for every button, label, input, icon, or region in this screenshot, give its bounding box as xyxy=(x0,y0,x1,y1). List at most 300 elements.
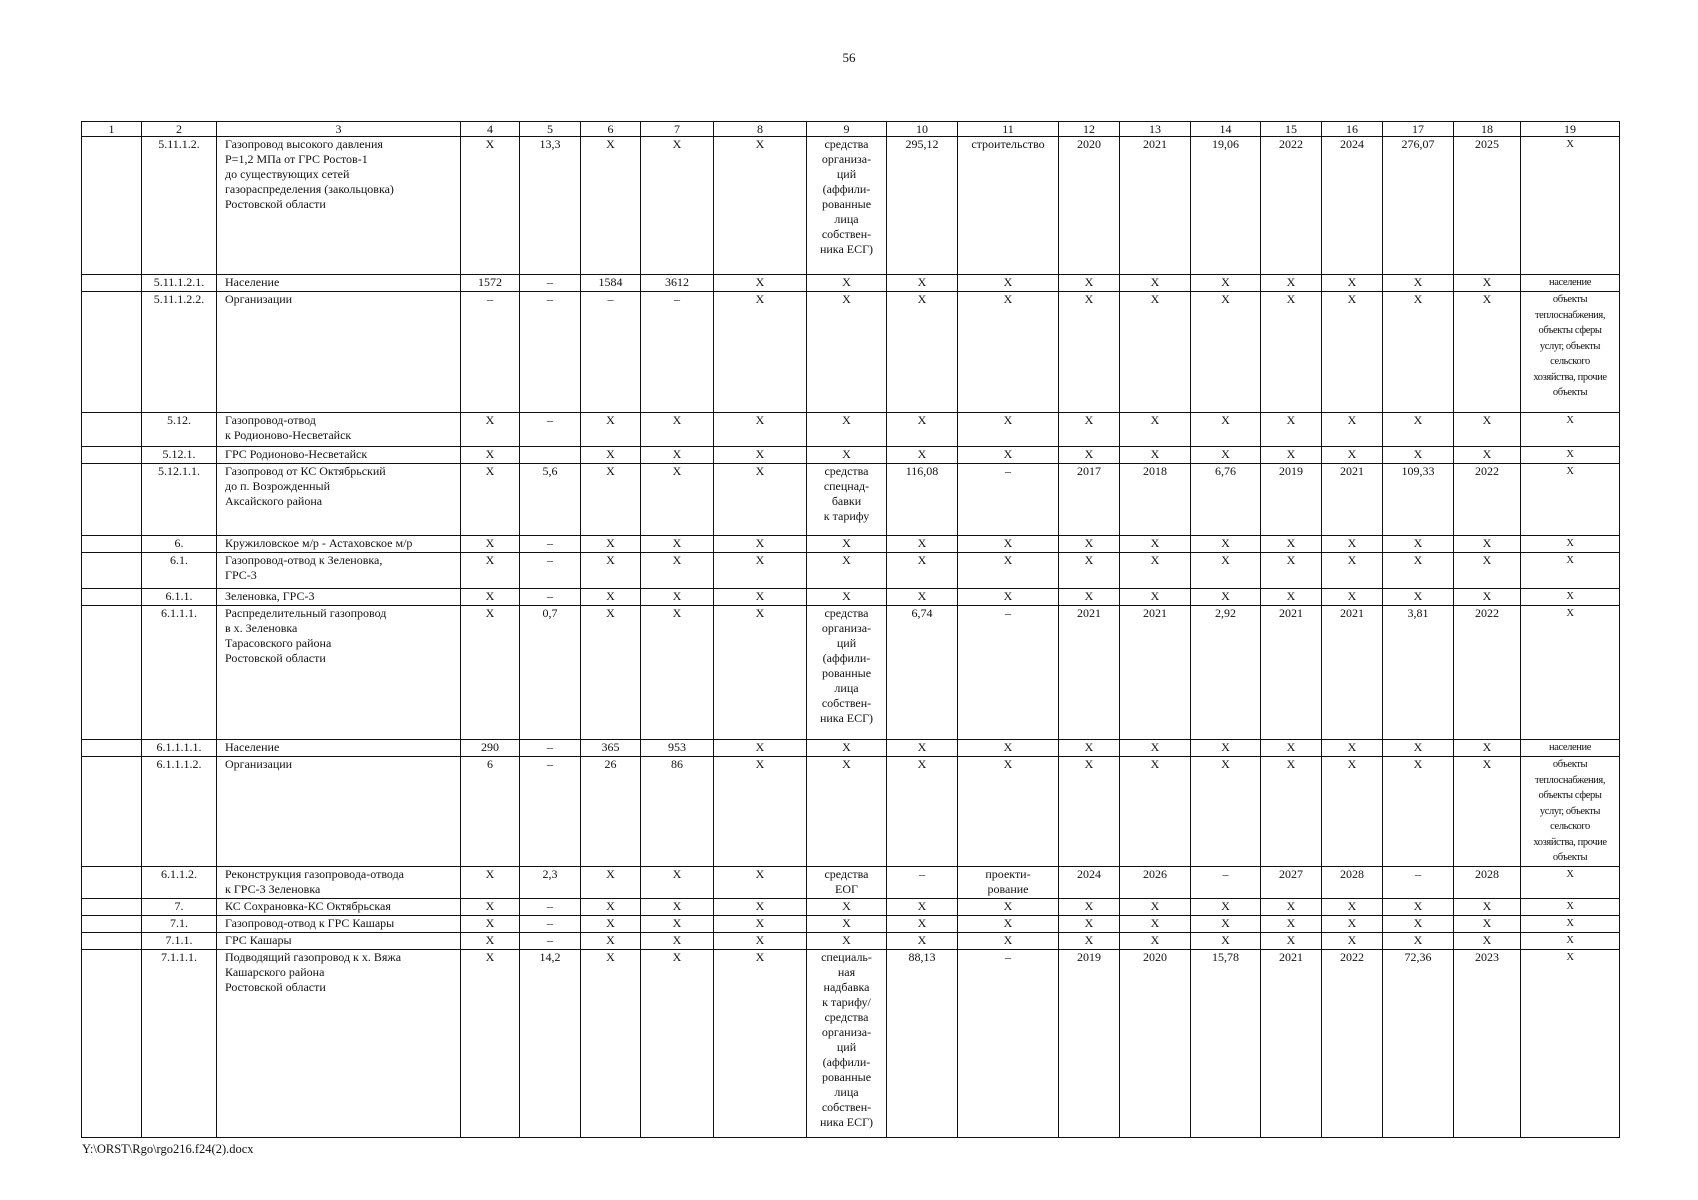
cell-col15: 2027 xyxy=(1261,866,1322,898)
cell-col12: Х xyxy=(1059,275,1120,292)
work-stage: Х xyxy=(958,413,1059,447)
work-stage: Х xyxy=(958,275,1059,292)
cell-col8: Х xyxy=(714,553,807,589)
cell-col1 xyxy=(82,589,142,606)
header-cell: 17 xyxy=(1383,122,1454,137)
cell-col8: Х xyxy=(714,137,807,275)
cell-col4: Х xyxy=(461,932,520,949)
cell-col8: Х xyxy=(714,413,807,447)
cell-col10: 295,12 xyxy=(887,137,958,275)
cell-col4: 6 xyxy=(461,757,520,867)
cell-col8: Х xyxy=(714,464,807,536)
cell-col8: Х xyxy=(714,275,807,292)
table-row xyxy=(82,932,1620,949)
consumer-category: объекты теплоснабжения, объекты сферы услуг, объекты сельского хозяйства, прочие объекты xyxy=(1521,757,1620,867)
table-row xyxy=(82,757,1620,867)
cell-col6: 1584 xyxy=(581,275,641,292)
cell-col5: – xyxy=(520,915,581,932)
cell-col10: Х xyxy=(887,589,958,606)
row-name: Организации xyxy=(217,757,461,867)
cell-col1 xyxy=(82,757,142,867)
cell-col15: Х xyxy=(1261,292,1322,413)
cell-col14: Х xyxy=(1191,740,1261,757)
cell-col10: Х xyxy=(887,932,958,949)
work-stage: проекти- рование xyxy=(958,866,1059,898)
cell-col4: Х xyxy=(461,915,520,932)
consumer-category: Х xyxy=(1521,447,1620,464)
cell-col10: Х xyxy=(887,413,958,447)
cell-col18: Х xyxy=(1454,292,1521,413)
consumer-category: Х xyxy=(1521,464,1620,536)
consumer-category: Х xyxy=(1521,932,1620,949)
cell-col8: Х xyxy=(714,866,807,898)
header-cell: 8 xyxy=(714,122,807,137)
cell-col12: Х xyxy=(1059,413,1120,447)
cell-col1 xyxy=(82,740,142,757)
row-code: 5.12.1.1. xyxy=(142,464,217,536)
cell-col17: Х xyxy=(1383,536,1454,553)
cell-col17: Х xyxy=(1383,915,1454,932)
cell-col8: Х xyxy=(714,932,807,949)
cell-col1 xyxy=(82,464,142,536)
cell-col14: Х xyxy=(1191,413,1261,447)
cell-col17: Х xyxy=(1383,740,1454,757)
cell-col12: Х xyxy=(1059,740,1120,757)
cell-col7: Х xyxy=(641,447,714,464)
financing-source: средства ЕОГ xyxy=(807,866,887,898)
table-row xyxy=(82,915,1620,932)
cell-col17: Х xyxy=(1383,553,1454,589)
cell-col12: Х xyxy=(1059,292,1120,413)
cell-col1 xyxy=(82,898,142,915)
cell-col10: Х xyxy=(887,898,958,915)
cell-col18: Х xyxy=(1454,589,1521,606)
row-code: 6.1.1.1.1. xyxy=(142,740,217,757)
cell-col4: 1572 xyxy=(461,275,520,292)
cell-col7: 86 xyxy=(641,757,714,867)
cell-col14: Х xyxy=(1191,553,1261,589)
cell-col12: 2017 xyxy=(1059,464,1120,536)
cell-col14: Х xyxy=(1191,757,1261,867)
cell-col7: Х xyxy=(641,915,714,932)
financing-source: Х xyxy=(807,275,887,292)
row-code: 6. xyxy=(142,536,217,553)
cell-col13: Х xyxy=(1120,915,1191,932)
cell-col17: Х xyxy=(1383,932,1454,949)
header-row xyxy=(82,122,1620,137)
financing-source: Х xyxy=(807,447,887,464)
cell-col14: Х xyxy=(1191,915,1261,932)
cell-col13: Х xyxy=(1120,292,1191,413)
header-cell: 16 xyxy=(1322,122,1383,137)
cell-col4: 290 xyxy=(461,740,520,757)
cell-col10: Х xyxy=(887,275,958,292)
cell-col15: Х xyxy=(1261,757,1322,867)
work-stage: Х xyxy=(958,740,1059,757)
cell-col13: Х xyxy=(1120,447,1191,464)
cell-col5: 2,3 xyxy=(520,866,581,898)
row-code: 6.1. xyxy=(142,553,217,589)
cell-col12: 2021 xyxy=(1059,606,1120,740)
cell-col5: 14,2 xyxy=(520,949,581,1137)
cell-col5: – xyxy=(520,553,581,589)
row-code: 7. xyxy=(142,898,217,915)
table-row xyxy=(82,536,1620,553)
cell-col10: Х xyxy=(887,292,958,413)
row-code: 6.1.1.1. xyxy=(142,606,217,740)
row-name: Газопровод от КС Октябрьский до п. Возрожденный Аксайского района xyxy=(217,464,461,536)
cell-col14: 2,92 xyxy=(1191,606,1261,740)
cell-col12: Х xyxy=(1059,553,1120,589)
cell-col15: Х xyxy=(1261,740,1322,757)
row-name: КС Сохрановка-КС Октябрьская xyxy=(217,898,461,915)
cell-col18: Х xyxy=(1454,932,1521,949)
financing-source: Х xyxy=(807,292,887,413)
cell-col18: 2022 xyxy=(1454,606,1521,740)
cell-col18: Х xyxy=(1454,898,1521,915)
row-code: 5.12.1. xyxy=(142,447,217,464)
cell-col6: Х xyxy=(581,932,641,949)
cell-col17: Х xyxy=(1383,413,1454,447)
cell-col15: 2021 xyxy=(1261,949,1322,1137)
cell-col16: Х xyxy=(1322,757,1383,867)
cell-col6: – xyxy=(581,292,641,413)
cell-col18: Х xyxy=(1454,413,1521,447)
cell-col10: Х xyxy=(887,757,958,867)
work-stage: Х xyxy=(958,292,1059,413)
row-name: ГРС Родионово-Несветайск xyxy=(217,447,461,464)
cell-col6: 26 xyxy=(581,757,641,867)
table-row xyxy=(82,275,1620,292)
cell-col5: – xyxy=(520,536,581,553)
table-row xyxy=(82,464,1620,536)
cell-col18: Х xyxy=(1454,447,1521,464)
cell-col15: Х xyxy=(1261,536,1322,553)
cell-col16: 2028 xyxy=(1322,866,1383,898)
cell-col17: Х xyxy=(1383,275,1454,292)
cell-col14: 19,06 xyxy=(1191,137,1261,275)
financing-source: Х xyxy=(807,413,887,447)
header-cell: 15 xyxy=(1261,122,1322,137)
cell-col5: 5,6 xyxy=(520,464,581,536)
work-stage: – xyxy=(958,606,1059,740)
cell-col12: 2024 xyxy=(1059,866,1120,898)
table-row xyxy=(82,866,1620,898)
cell-col6: Х xyxy=(581,898,641,915)
data-table xyxy=(81,121,1620,1138)
row-name: Газопровод-отвод к Родионово-Несветайск xyxy=(217,413,461,447)
cell-col12: Х xyxy=(1059,589,1120,606)
cell-col5: – xyxy=(520,275,581,292)
cell-col6: Х xyxy=(581,606,641,740)
cell-col10: 116,08 xyxy=(887,464,958,536)
cell-col18: Х xyxy=(1454,275,1521,292)
row-name: Газопровод-отвод к ГРС Кашары xyxy=(217,915,461,932)
cell-col8: Х xyxy=(714,447,807,464)
cell-col13: 2021 xyxy=(1120,606,1191,740)
consumer-category: Х xyxy=(1521,589,1620,606)
cell-col1 xyxy=(82,553,142,589)
row-name: Подводящий газопровод к х. Вяжа Кашарского района Ростовской области xyxy=(217,949,461,1137)
table-body xyxy=(82,122,1620,1138)
cell-col6: Х xyxy=(581,137,641,275)
work-stage: Х xyxy=(958,932,1059,949)
cell-col13: 2020 xyxy=(1120,949,1191,1137)
cell-col10: Х xyxy=(887,915,958,932)
row-name: Зеленовка, ГРС-3 xyxy=(217,589,461,606)
cell-col7: Х xyxy=(641,589,714,606)
cell-col16: Х xyxy=(1322,898,1383,915)
cell-col8: Х xyxy=(714,606,807,740)
cell-col13: 2021 xyxy=(1120,137,1191,275)
cell-col14: Х xyxy=(1191,898,1261,915)
financing-source: средства организа- ций (аффили- рованные лица собствен- ника ЕСГ) xyxy=(807,137,887,275)
cell-col12: Х xyxy=(1059,932,1120,949)
cell-col18: Х xyxy=(1454,536,1521,553)
cell-col7: Х xyxy=(641,536,714,553)
cell-col14: Х xyxy=(1191,292,1261,413)
cell-col5: – xyxy=(520,757,581,867)
consumer-category: Х xyxy=(1521,915,1620,932)
header-cell: 13 xyxy=(1120,122,1191,137)
table-row xyxy=(82,447,1620,464)
cell-col8: Х xyxy=(714,949,807,1137)
cell-col1 xyxy=(82,949,142,1137)
cell-col16: Х xyxy=(1322,915,1383,932)
cell-col7: Х xyxy=(641,866,714,898)
cell-col16: Х xyxy=(1322,275,1383,292)
cell-col4: Х xyxy=(461,137,520,275)
work-stage: Х xyxy=(958,447,1059,464)
cell-col13: Х xyxy=(1120,898,1191,915)
table-row xyxy=(82,740,1620,757)
cell-col14: 6,76 xyxy=(1191,464,1261,536)
cell-col17: Х xyxy=(1383,292,1454,413)
cell-col15: 2019 xyxy=(1261,464,1322,536)
financing-source: средства организа- ций (аффили- рованные лица собствен- ника ЕСГ) xyxy=(807,606,887,740)
table-row xyxy=(82,606,1620,740)
cell-col12: Х xyxy=(1059,447,1120,464)
cell-col1 xyxy=(82,536,142,553)
work-stage: Х xyxy=(958,915,1059,932)
header-cell: 14 xyxy=(1191,122,1261,137)
cell-col7: Х xyxy=(641,553,714,589)
work-stage: Х xyxy=(958,553,1059,589)
cell-col15: Х xyxy=(1261,898,1322,915)
header-cell: 6 xyxy=(581,122,641,137)
cell-col5: – xyxy=(520,932,581,949)
cell-col8: Х xyxy=(714,536,807,553)
cell-col17: 3,81 xyxy=(1383,606,1454,740)
cell-col18: Х xyxy=(1454,553,1521,589)
cell-col15: Х xyxy=(1261,589,1322,606)
cell-col4: Х xyxy=(461,536,520,553)
work-stage: – xyxy=(958,464,1059,536)
cell-col16: 2024 xyxy=(1322,137,1383,275)
row-name: Газопровод высокого давления Р=1,2 МПа от ГРС Ростов-1 до существующих сетей газораспределения (закольцовка) Ростовской области xyxy=(217,137,461,275)
cell-col14: 15,78 xyxy=(1191,949,1261,1137)
cell-col8: Х xyxy=(714,740,807,757)
cell-col6: Х xyxy=(581,553,641,589)
cell-col6: Х xyxy=(581,413,641,447)
cell-col1 xyxy=(82,915,142,932)
header-cell: 3 xyxy=(217,122,461,137)
cell-col6: Х xyxy=(581,915,641,932)
cell-col6: Х xyxy=(581,949,641,1137)
header-cell: 10 xyxy=(887,122,958,137)
financing-source: Х xyxy=(807,898,887,915)
consumer-category: Х xyxy=(1521,137,1620,275)
header-cell: 5 xyxy=(520,122,581,137)
cell-col5: 0,7 xyxy=(520,606,581,740)
cell-col1 xyxy=(82,292,142,413)
financing-source: Х xyxy=(807,757,887,867)
cell-col5: – xyxy=(520,740,581,757)
work-stage: Х xyxy=(958,589,1059,606)
page-number: 56 xyxy=(842,50,856,65)
row-name: Кружиловское м/р - Астаховское м/р xyxy=(217,536,461,553)
work-stage: Х xyxy=(958,757,1059,867)
cell-col16: Х xyxy=(1322,589,1383,606)
table-row xyxy=(82,949,1620,1137)
cell-col5 xyxy=(520,447,581,464)
cell-col1 xyxy=(82,137,142,275)
cell-col6: Х xyxy=(581,866,641,898)
row-name: ГРС Кашары xyxy=(217,932,461,949)
table-row xyxy=(82,553,1620,589)
cell-col12: Х xyxy=(1059,898,1120,915)
financing-source: средства спецнад- бавки к тарифу xyxy=(807,464,887,536)
consumer-category: население xyxy=(1521,740,1620,757)
cell-col10: 6,74 xyxy=(887,606,958,740)
cell-col12: 2020 xyxy=(1059,137,1120,275)
cell-col12: Х xyxy=(1059,915,1120,932)
cell-col4: Х xyxy=(461,606,520,740)
cell-col18: Х xyxy=(1454,757,1521,867)
financing-source: Х xyxy=(807,915,887,932)
header-cell: 18 xyxy=(1454,122,1521,137)
cell-col1 xyxy=(82,866,142,898)
cell-col17: Х xyxy=(1383,447,1454,464)
cell-col13: Х xyxy=(1120,413,1191,447)
financing-source: Х xyxy=(807,536,887,553)
header-cell: 12 xyxy=(1059,122,1120,137)
cell-col14: Х xyxy=(1191,932,1261,949)
cell-col16: 2022 xyxy=(1322,949,1383,1137)
cell-col14: Х xyxy=(1191,536,1261,553)
header-cell: 19 xyxy=(1521,122,1620,137)
cell-col15: Х xyxy=(1261,447,1322,464)
row-name: Распределительный газопровод в х. Зеленовка Тарасовского района Ростовской области xyxy=(217,606,461,740)
cell-col15: 2022 xyxy=(1261,137,1322,275)
cell-col8: Х xyxy=(714,898,807,915)
cell-col18: Х xyxy=(1454,740,1521,757)
cell-col5: – xyxy=(520,292,581,413)
work-stage: строительство xyxy=(958,137,1059,275)
cell-col15: Х xyxy=(1261,553,1322,589)
cell-col4: Х xyxy=(461,413,520,447)
cell-col4: Х xyxy=(461,464,520,536)
cell-col16: Х xyxy=(1322,536,1383,553)
cell-col4: Х xyxy=(461,898,520,915)
cell-col15: Х xyxy=(1261,275,1322,292)
header-cell: 1 xyxy=(82,122,142,137)
cell-col13: Х xyxy=(1120,757,1191,867)
cell-col6: Х xyxy=(581,536,641,553)
cell-col15: 2021 xyxy=(1261,606,1322,740)
row-code: 6.1.1.1.2. xyxy=(142,757,217,867)
cell-col1 xyxy=(82,932,142,949)
consumer-category: Х xyxy=(1521,949,1620,1137)
cell-col1 xyxy=(82,447,142,464)
cell-col13: Х xyxy=(1120,536,1191,553)
cell-col10: Х xyxy=(887,553,958,589)
cell-col17: 276,07 xyxy=(1383,137,1454,275)
cell-col8: Х xyxy=(714,757,807,867)
cell-col1 xyxy=(82,606,142,740)
cell-col15: Х xyxy=(1261,932,1322,949)
consumer-category: Х xyxy=(1521,553,1620,589)
table-row xyxy=(82,137,1620,275)
consumer-category: население xyxy=(1521,275,1620,292)
cell-col4: Х xyxy=(461,447,520,464)
work-stage: Х xyxy=(958,536,1059,553)
cell-col15: Х xyxy=(1261,413,1322,447)
row-code: 7.1.1. xyxy=(142,932,217,949)
financing-source: Х xyxy=(807,589,887,606)
row-name: Население xyxy=(217,740,461,757)
cell-col16: Х xyxy=(1322,740,1383,757)
cell-col10: Х xyxy=(887,536,958,553)
cell-col4: Х xyxy=(461,553,520,589)
row-code: 7.1.1.1. xyxy=(142,949,217,1137)
cell-col7: Х xyxy=(641,413,714,447)
cell-col12: 2019 xyxy=(1059,949,1120,1137)
cell-col4: Х xyxy=(461,949,520,1137)
cell-col16: 2021 xyxy=(1322,606,1383,740)
consumer-category: объекты теплоснабжения, объекты сферы услуг, объекты сельского хозяйства, прочие объекты xyxy=(1521,292,1620,413)
cell-col13: 2026 xyxy=(1120,866,1191,898)
cell-col5: – xyxy=(520,413,581,447)
row-code: 5.11.1.2. xyxy=(142,137,217,275)
financing-source: Х xyxy=(807,932,887,949)
cell-col13: Х xyxy=(1120,740,1191,757)
cell-col4: Х xyxy=(461,866,520,898)
cell-col10: 88,13 xyxy=(887,949,958,1137)
cell-col7: – xyxy=(641,292,714,413)
row-code: 5.11.1.2.1. xyxy=(142,275,217,292)
cell-col14: Х xyxy=(1191,589,1261,606)
cell-col18: 2022 xyxy=(1454,464,1521,536)
cell-col17: 109,33 xyxy=(1383,464,1454,536)
row-code: 6.1.1.2. xyxy=(142,866,217,898)
cell-col13: Х xyxy=(1120,553,1191,589)
cell-col16: 2021 xyxy=(1322,464,1383,536)
cell-col7: Х xyxy=(641,949,714,1137)
cell-col6: 365 xyxy=(581,740,641,757)
financing-source: специаль- ная надбавка к тарифу/ средства организа- ций (аффили- рованные лица собствен- ника ЕСГ) xyxy=(807,949,887,1137)
header-cell: 2 xyxy=(142,122,217,137)
cell-col1 xyxy=(82,275,142,292)
cell-col4: Х xyxy=(461,589,520,606)
cell-col7: 3612 xyxy=(641,275,714,292)
cell-col18: Х xyxy=(1454,915,1521,932)
cell-col6: Х xyxy=(581,589,641,606)
row-code: 6.1.1. xyxy=(142,589,217,606)
row-name: Реконструкция газопровода-отвода к ГРС-3 Зеленовка xyxy=(217,866,461,898)
consumer-category: Х xyxy=(1521,866,1620,898)
cell-col10: Х xyxy=(887,740,958,757)
